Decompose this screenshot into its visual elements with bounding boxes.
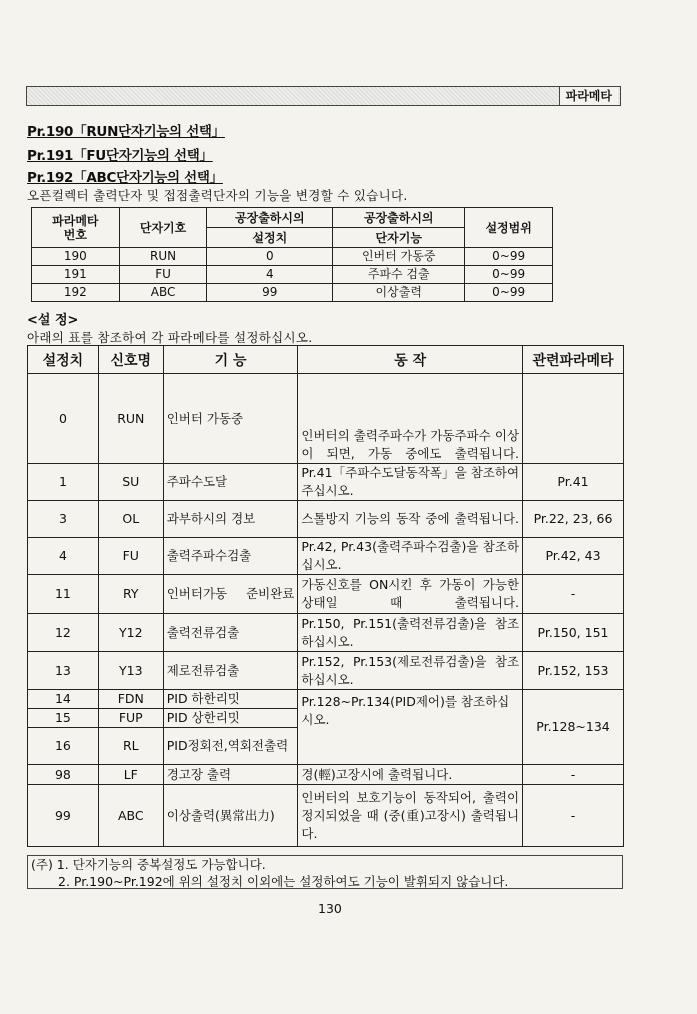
header-param: 파라메타 번호 [32, 208, 120, 248]
cell: 주파수도달 [163, 464, 298, 501]
table-row [32, 248, 553, 266]
cell: RL [98, 728, 163, 765]
header-terminal: 단자기호 [119, 208, 207, 248]
section-header-label: 파라메타 [559, 87, 618, 105]
table-row [28, 464, 624, 501]
header-related: 관련파라메타 [523, 346, 624, 374]
title-pr190: Pr.190「RUN단자기능의 선택」 [27, 124, 225, 140]
cell: FDN [98, 690, 163, 709]
intro-text: 오픈컬렉터 출력단자 및 접점출력단자의 기능을 변경할 수 있습니다. [27, 188, 408, 203]
cell: 190 [32, 248, 120, 266]
cell: Y13 [98, 652, 163, 690]
cell: ABC [98, 785, 163, 847]
cell: 인버터가동 준비완료 [163, 575, 298, 614]
cell: PID정회전,역회전출력 [163, 728, 298, 765]
cell: 인버터 가동중 [333, 248, 465, 266]
cell: 경(輕)고장시에 출력됩니다. [298, 765, 523, 785]
cell: 4 [28, 538, 99, 575]
header-factory-function-2: 단자기능 [333, 228, 465, 248]
cell: 14 [28, 690, 99, 709]
cell: 이상출력 [333, 284, 465, 302]
cell: 12 [28, 614, 99, 652]
cell: 1 [28, 464, 99, 501]
cell: 출력전류검출 [163, 614, 298, 652]
cell: LF [98, 765, 163, 785]
cell: 16 [28, 728, 99, 765]
cell: PID 상한리밋 [163, 709, 298, 728]
table-row [28, 785, 624, 847]
cell: 가동신호를 ON시킨 후 가동이 가능한 상태일 때 출력됩니다. [298, 575, 523, 614]
cell: SU [98, 464, 163, 501]
cell: 주파수 검출 [333, 266, 465, 284]
cell: OL [98, 501, 163, 538]
cell: 15 [28, 709, 99, 728]
setting-text: 아래의 표를 참조하여 각 파라메타를 설정하십시오. [27, 330, 313, 345]
cell: - [523, 765, 624, 785]
cell: 99 [207, 284, 333, 302]
cell: Pr.152, 153 [523, 652, 624, 690]
cell: 0 [28, 374, 99, 464]
cell: 0~99 [465, 266, 553, 284]
cell: Pr.42, 43 [523, 538, 624, 575]
cell: - [523, 785, 624, 847]
cell-pid-action: Pr.128~Pr.134(PID제어)를 참조하십시오. [298, 690, 523, 765]
cell: 11 [28, 575, 99, 614]
cell: FUP [98, 709, 163, 728]
note-1: (주) 1. 단자기능의 중복설정도 가능합니다. [31, 857, 266, 872]
cell: Pr.42, Pr.43(출력주파수검출)을 참조하십시오. [298, 538, 523, 575]
table-row [28, 501, 624, 538]
table-row [32, 284, 553, 302]
cell: 인버터의 출력주파수가 가동주파수 이상이 되면, 가동 중에도 출력됩니다. [298, 374, 523, 464]
header-signal: 신호명 [98, 346, 163, 374]
cell: 인버터의 보호기능이 동작되어, 출력이 정지되었을 때 (중(重)고장시) 출력됩니다. [298, 785, 523, 847]
cell: 98 [28, 765, 99, 785]
cell: 이상출력(異常出力) [163, 785, 298, 847]
table-row [32, 266, 553, 284]
table-row [28, 374, 624, 464]
cell: FU [98, 538, 163, 575]
section-header-bar [26, 86, 621, 106]
header-action: 동 작 [298, 346, 523, 374]
cell: Pr.22, 23, 66 [523, 501, 624, 538]
cell: Pr.152, Pr.153(제로전류검출)을 참조하십시오. [298, 652, 523, 690]
cell: FU [119, 266, 207, 284]
table-row [28, 652, 624, 690]
page-number: 130 [318, 901, 342, 916]
cell: 과부하시의 경보 [163, 501, 298, 538]
table-row [28, 690, 624, 709]
cell: 출력주파수검출 [163, 538, 298, 575]
table-row [28, 575, 624, 614]
title-pr192: Pr.192「ABC단자기능의 선택」 [27, 170, 223, 186]
cell: 13 [28, 652, 99, 690]
cell: 제로전류검출 [163, 652, 298, 690]
cell: 0~99 [465, 284, 553, 302]
header-factory-function-1: 공장출하시의 [333, 208, 465, 228]
cell: Pr.150, 151 [523, 614, 624, 652]
cell: Y12 [98, 614, 163, 652]
cell: 0 [207, 248, 333, 266]
note-2: 2. Pr.190~Pr.192에 위의 설정치 이외에는 설정하여도 기능이 발휘되지 않습니다. [58, 874, 509, 889]
cell-pid-related: Pr.128~134 [523, 690, 624, 765]
table-row [28, 538, 624, 575]
header-factory-value-1: 공장출하시의 [207, 208, 333, 228]
cell: 192 [32, 284, 120, 302]
cell: RY [98, 575, 163, 614]
cell: Pr.150, Pr.151(출력전류검출)을 참조하십시오. [298, 614, 523, 652]
cell: 4 [207, 266, 333, 284]
cell: 경고장 출력 [163, 765, 298, 785]
table-row [28, 765, 624, 785]
title-pr191: Pr.191「FU단자기능의 선택」 [27, 148, 213, 164]
cell: Pr.41「주파수도달동작폭」을 참조하여 주십시오. [298, 464, 523, 501]
cell: 3 [28, 501, 99, 538]
table-row [28, 614, 624, 652]
setting-table [27, 345, 624, 847]
terminal-default-table [31, 207, 553, 302]
cell: 스톨방지 기능의 동작 중에 출력됩니다. [298, 501, 523, 538]
cell: 0~99 [465, 248, 553, 266]
header-value: 설정치 [28, 346, 99, 374]
header-factory-value-2: 설정치 [207, 228, 333, 248]
cell: 인버터 가동중 [163, 374, 298, 464]
cell: RUN [98, 374, 163, 464]
header-function: 기 능 [163, 346, 298, 374]
cell: RUN [119, 248, 207, 266]
cell: 99 [28, 785, 99, 847]
cell: - [523, 575, 624, 614]
notes-box [27, 855, 623, 889]
header-range: 설정범위 [465, 208, 553, 248]
cell: PID 하한리밋 [163, 690, 298, 709]
cell: ABC [119, 284, 207, 302]
cell: Pr.41 [523, 464, 624, 501]
setting-heading: <설 정> [27, 313, 79, 328]
cell [523, 374, 624, 464]
cell: 191 [32, 266, 120, 284]
